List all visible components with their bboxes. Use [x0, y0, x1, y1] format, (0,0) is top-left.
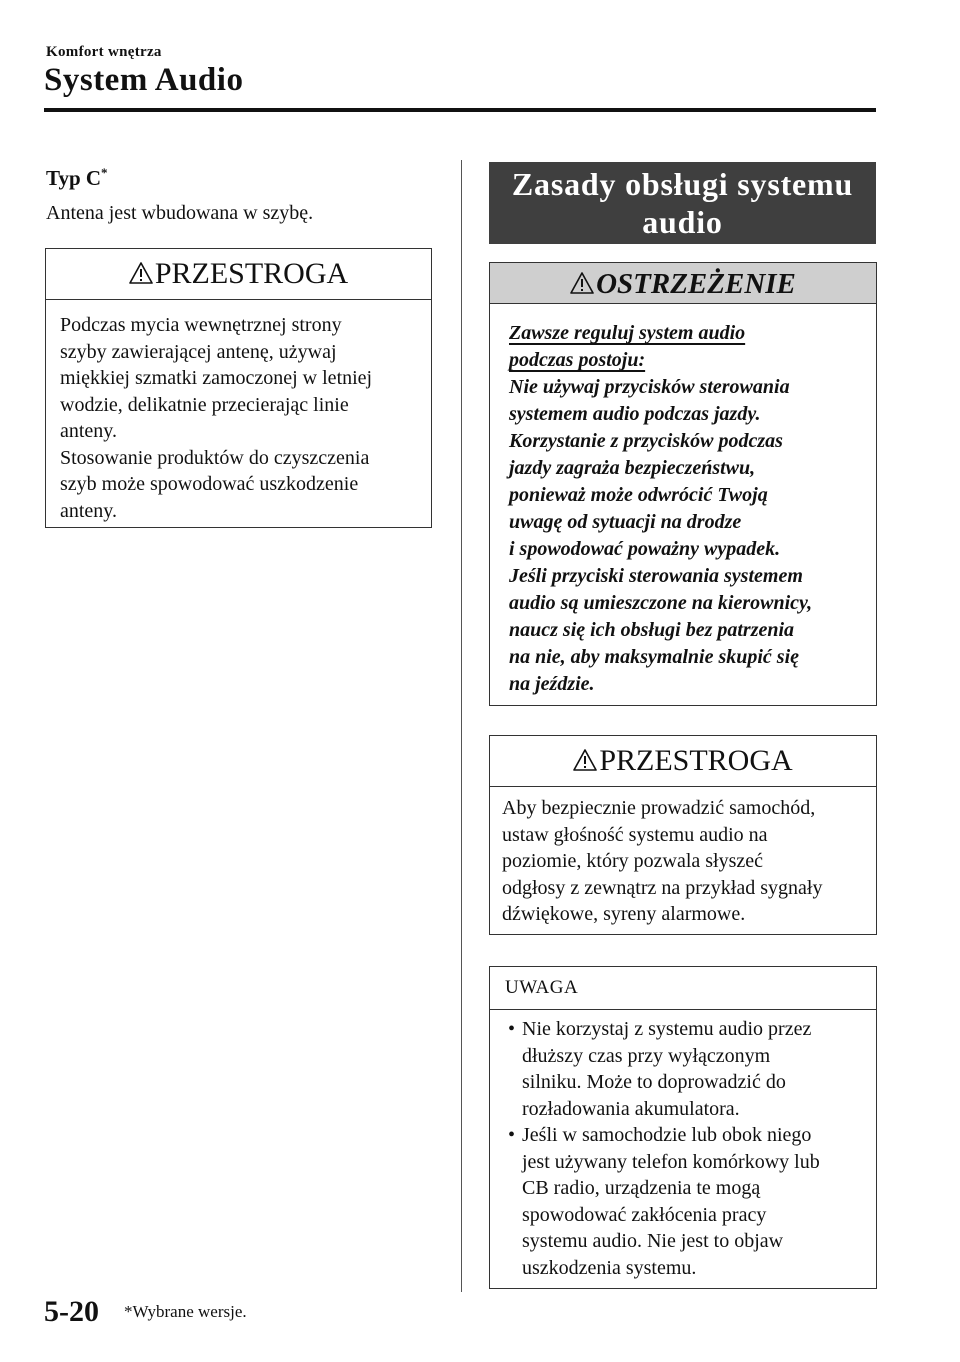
caution-box-left	[45, 248, 432, 528]
note-line: spowodować zakłócenia pracy	[522, 1203, 767, 1226]
caution-title: PRZESTROGA	[154, 257, 349, 290]
page-number: 5-20	[44, 1295, 99, 1328]
note-item	[504, 1122, 862, 1281]
warning-line: uwagę od sytuacji na drodze	[509, 511, 742, 533]
warning-body	[490, 304, 876, 698]
warning-line: systemem audio podczas jazdy.	[509, 403, 761, 425]
note-line: dłuższy czas przy wyłączonym	[522, 1044, 771, 1067]
warning-triangle-icon	[573, 748, 597, 772]
footnote: *Wybrane wersje.	[124, 1302, 247, 1321]
warning-line: Nie używaj przycisków sterowania	[509, 376, 790, 398]
note-item	[504, 1016, 862, 1122]
caution-line: poziomie, który pozwala słyszeć	[502, 850, 764, 872]
warning-line: Korzystanie z przycisków podczas	[509, 430, 783, 452]
subheading-text: Typ C	[46, 166, 102, 190]
warning-line: naucz się ich obsługi bez patrzenia	[509, 619, 795, 641]
warning-title: OSTRZEŻENIE	[596, 268, 796, 300]
note-line: silniku. Może to doprowadzić do	[522, 1071, 786, 1093]
note-line: jest używany telefon komórkowy lub	[522, 1150, 820, 1173]
warning-line: ponieważ może odwrócić Twoją	[509, 484, 768, 506]
warning-triangle-icon	[129, 261, 153, 285]
warning-box	[489, 262, 877, 706]
note-line: Jeśli w samochodzie lub obok niego	[522, 1124, 812, 1146]
warning-line: i spowodować poważny wypadek.	[509, 538, 781, 560]
caution-line: wodzie, delikatnie przecierając linie	[60, 393, 349, 416]
bullet-icon: •	[508, 1124, 516, 1146]
caution-line: dźwiękowe, syreny alarmowe.	[502, 903, 746, 925]
note-line: uszkodzenia systemu.	[522, 1256, 697, 1279]
caution-line: szyby zawierającej antenę, używaj	[60, 340, 337, 363]
warning-header	[490, 263, 876, 304]
caution-header	[490, 736, 876, 787]
caution-line: szyb może spowodować uszkodzenie	[60, 473, 359, 495]
section-label: Komfort wnętrza	[46, 44, 162, 60]
warning-heading-line: Zawsze reguluj system audio	[509, 322, 746, 344]
caution-body	[490, 787, 876, 928]
caution-line: odgłosy z zewnątrz na przykład sygnały	[502, 876, 823, 899]
caution-line: anteny.	[60, 499, 118, 522]
caution-line: miękkiej szmatki zamoczonej w letniej	[60, 367, 373, 389]
note-header: UWAGA	[490, 967, 876, 1010]
caution-line: ustaw głośność systemu audio na	[502, 823, 768, 846]
caution-box-right	[489, 735, 877, 935]
chapter-title: System Audio	[44, 62, 244, 98]
subheading-typ-c	[46, 165, 108, 191]
caution-body	[46, 300, 431, 524]
caution-line: Aby bezpiecznie prowadzić samochód,	[502, 797, 816, 819]
header-rule	[44, 108, 876, 112]
note-body	[490, 1010, 876, 1281]
antenna-text: Antena jest wbudowana w szybę.	[46, 202, 314, 224]
note-box	[489, 966, 877, 1289]
section-title-line: audio	[642, 204, 723, 240]
warning-heading-line: podczas postoju:	[509, 349, 646, 371]
optional-mark: *	[101, 165, 108, 180]
caution-title: PRZESTROGA	[599, 744, 793, 777]
caution-header	[46, 249, 431, 300]
warning-triangle-icon	[570, 271, 594, 295]
note-line: CB radio, urządzenia te mogą	[522, 1177, 761, 1199]
note-line: Nie korzystaj z systemu audio przez	[522, 1018, 812, 1040]
note-line: systemu audio. Nie jest to objaw	[522, 1230, 784, 1252]
warning-line: Jeśli przyciski sterowania systemem	[509, 565, 803, 587]
bullet-icon: •	[508, 1018, 516, 1040]
caution-line: anteny.	[60, 420, 118, 442]
warning-line: jazdy zagraża bezpieczeństwu,	[509, 457, 756, 479]
section-title-box	[489, 162, 876, 244]
column-divider	[461, 160, 462, 1292]
section-title-line: Zasady obsługi systemu	[511, 166, 854, 202]
warning-line: na nie, aby maksymalnie skupić się	[509, 646, 799, 668]
caution-line: Stosowanie produktów do czyszczenia	[60, 446, 370, 469]
warning-line: audio są umieszczone na kierownicy,	[509, 592, 813, 614]
note-line: rozładowania akumulatora.	[522, 1097, 740, 1120]
warning-line: na jeździe.	[509, 673, 595, 695]
caution-line: Podczas mycia wewnętrznej strony	[60, 314, 342, 336]
